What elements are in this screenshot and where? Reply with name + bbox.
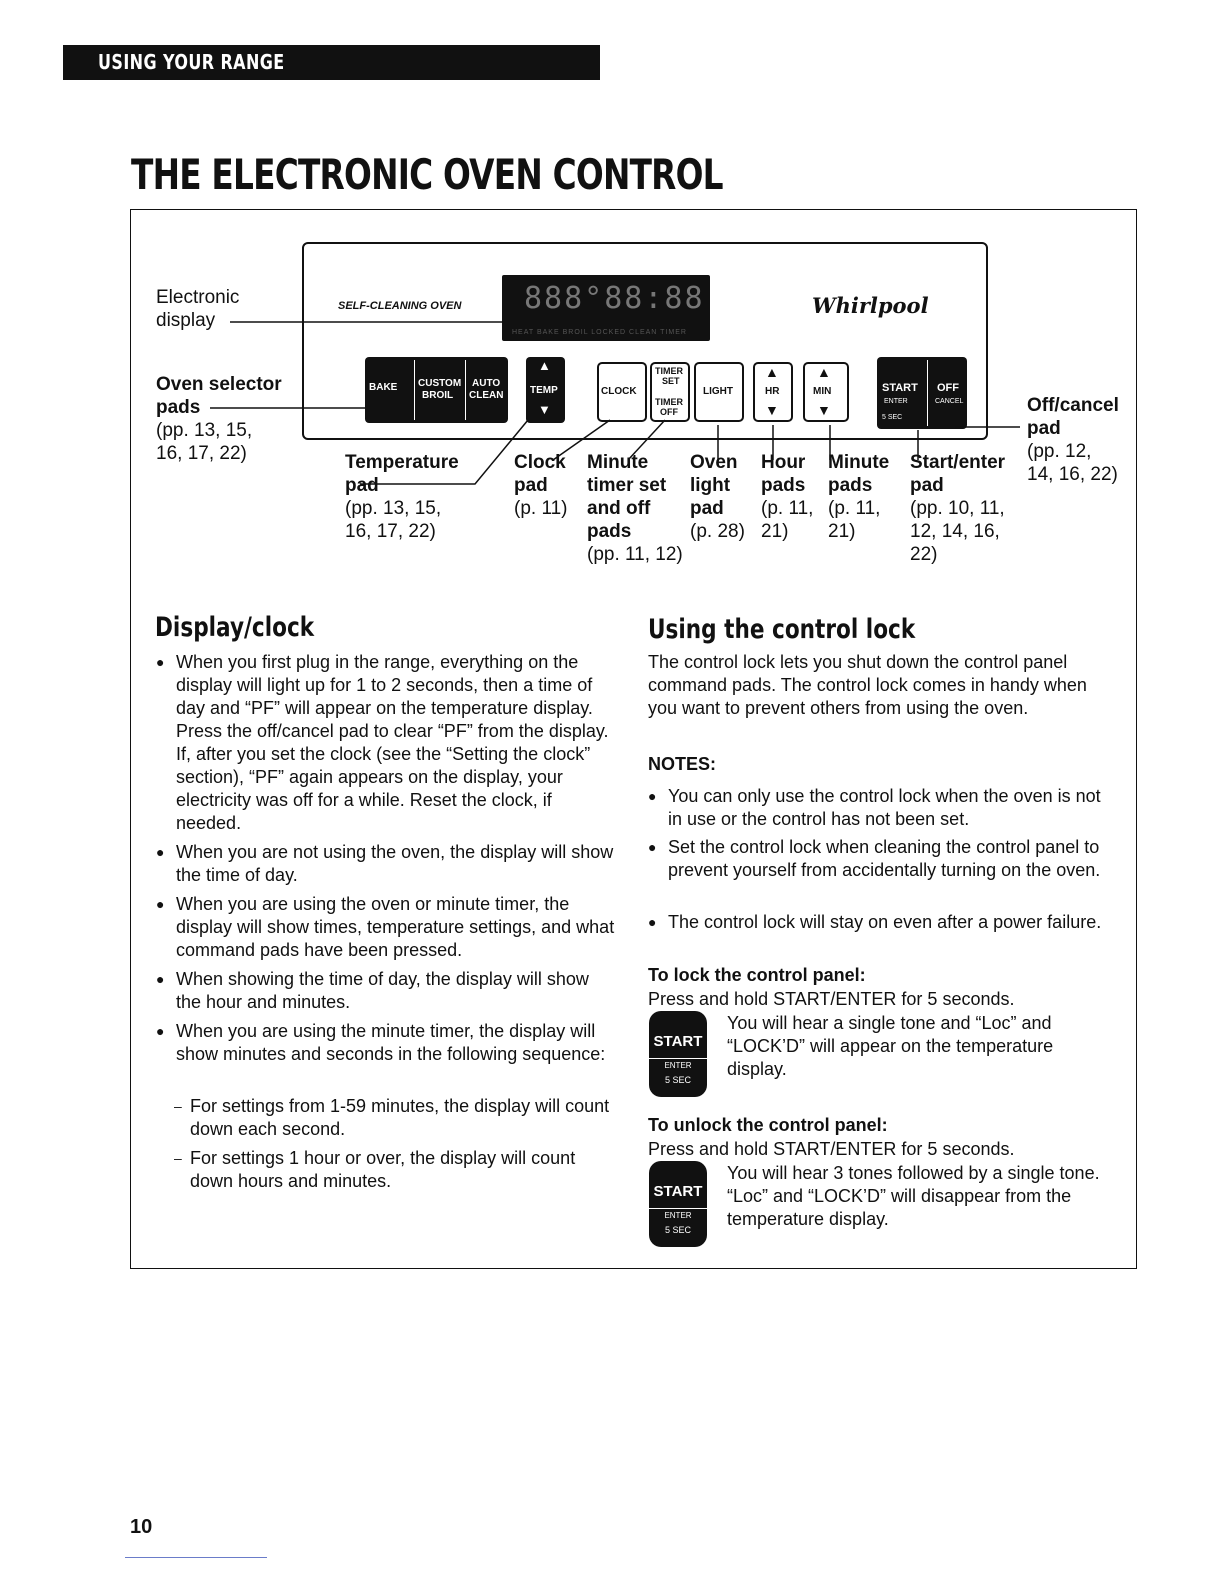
timer-set-label: TIMER (655, 366, 683, 376)
hour-down-icon: ▼ (765, 402, 779, 418)
control-lock-heading: Using the control lock (648, 614, 916, 645)
hour-up-icon: ▲ (765, 364, 779, 380)
callout-start-enter: Start/enter pad (pp. 10, 11, 12, 14, 16, 22) (910, 452, 1006, 565)
unlock-desc: You will hear 3 tones followed by a single tone. “Loc” and “LOCK’D” will disappear from the temperature display. (727, 1163, 1100, 1229)
display-dash-1: – For settings from 1-59 minutes, the display will count down each second. (174, 1096, 610, 1139)
light-label: LIGHT (703, 386, 733, 397)
callout-minute: Minute pads (p. 11, 21) (828, 452, 890, 542)
callout-clock: Clock pad (p. 11) (514, 452, 568, 519)
brand-logo: Whirlpool (812, 293, 929, 318)
hour-label: HR (765, 386, 780, 397)
section-title: USING YOUR RANGE (98, 50, 285, 74)
notes-label: NOTES: (648, 754, 717, 774)
auto-label: AUTO (472, 378, 501, 389)
footer-rule (125, 1557, 267, 1558)
minute-label: MIN (813, 386, 832, 397)
clean-label: CLEAN (469, 390, 504, 401)
display-digits: 888°88:88 (524, 281, 705, 316)
temp-up-icon: ▲ (538, 358, 551, 373)
broil-label: BROIL (422, 390, 454, 401)
lock-heading: To lock the control panel: (648, 965, 866, 985)
timer-off-label: TIMER (655, 397, 683, 407)
minute-down-icon: ▼ (817, 402, 831, 418)
display-bullet-4: ● When showing the time of day, the display will show the hour and minutes. (156, 969, 589, 1012)
timer-off-label-2: OFF (660, 407, 678, 417)
unlock-step: Press and hold START/ENTER for 5 seconds. (648, 1139, 1015, 1159)
page-number: 10 (130, 1516, 153, 1538)
timer-set-label-2: SET (662, 376, 680, 386)
self-cleaning-label: SELF-CLEANING OVEN (338, 300, 462, 312)
callout-oven-selector: Oven selector pads (pp. 13, 15, 16, 17, 22) (156, 374, 282, 464)
clock-label: CLOCK (601, 386, 637, 397)
display-bullet-5: ● When you are using the minute timer, the display will show minutes and seconds in the following sequence: (156, 1021, 606, 1064)
enter-label: ENTER (884, 398, 908, 405)
display-bullet-2: ● When you are not using the oven, the display will show the time of day. (156, 842, 614, 885)
callout-minute-timer: Minute timer set and off pads (pp. 11, 12) (587, 452, 683, 565)
lock-step: Press and hold START/ENTER for 5 seconds. (648, 989, 1015, 1009)
page-title: THE ELECTRONIC OVEN CONTROL (131, 150, 723, 199)
lock-desc: You will hear a single tone and “Loc” and “LOCK’D” will appear on the temperature display. (727, 1013, 1054, 1079)
callout-oven-light: Oven light pad (p. 28) (690, 452, 745, 542)
control-lock-intro: The control lock lets you shut down the control panel command pads. The control lock comes in handy when you want to prevent others from using the oven. (648, 652, 1087, 718)
bake-pad: BAKE (369, 382, 398, 393)
display-clock-heading: Display/clock (155, 612, 315, 643)
lock-label: 5 SEC (882, 414, 903, 421)
start-enter-pad-image: START ENTER 5 SEC (649, 1011, 707, 1097)
custom-label: CUSTOM (418, 378, 462, 389)
note-1: ● You can only use the control lock when the oven is not in use or the control has not been set. (648, 786, 1101, 829)
off-label: OFF (937, 382, 959, 394)
display-dash-2: – For settings 1 hour or over, the display will count down hours and minutes. (174, 1148, 576, 1191)
note-3: ● The control lock will stay on even after a power failure. (648, 912, 1102, 932)
display-bullet-1: ● When you first plug in the range, everything on the display will light up for 1 to 2 seconds, then a time of day and “PF” will appear on the temperature display. Press the off/cancel pad to clear “PF” from the display. If, after you set the clock (see the “Setting the clock” section), “PF” again appears on the display, your electricity was off for a while. Reset the clock, if needed. (156, 652, 609, 833)
start-label: START (882, 382, 918, 394)
cancel-label: CANCEL (935, 398, 964, 405)
temp-down-icon: ▼ (538, 402, 551, 417)
minute-up-icon: ▲ (817, 364, 831, 380)
callout-temperature: Temperature pad (pp. 13, 15, 16, 17, 22) (345, 452, 459, 542)
callout-hour: Hour pads (p. 11, 21) (761, 452, 814, 542)
callout-electronic-display: Electronic display (156, 287, 240, 331)
display-indicators: HEAT BAKE BROIL LOCKED CLEAN TIMER (512, 329, 687, 336)
display-bullet-3: ● When you are using the oven or minute timer, the display will show times, temperature settings, and what command pads have been pressed. (156, 894, 615, 960)
note-2: ● Set the control lock when cleaning the control panel to prevent yourself from accidentally turning on the oven. (648, 837, 1101, 880)
callout-off-cancel: Off/cancel pad (pp. 12, 14, 16, 22) (1027, 395, 1119, 485)
temp-label: TEMP (530, 385, 558, 396)
unlock-heading: To unlock the control panel: (648, 1115, 888, 1135)
start-enter-pad-image-2: START ENTER 5 SEC (649, 1161, 707, 1247)
